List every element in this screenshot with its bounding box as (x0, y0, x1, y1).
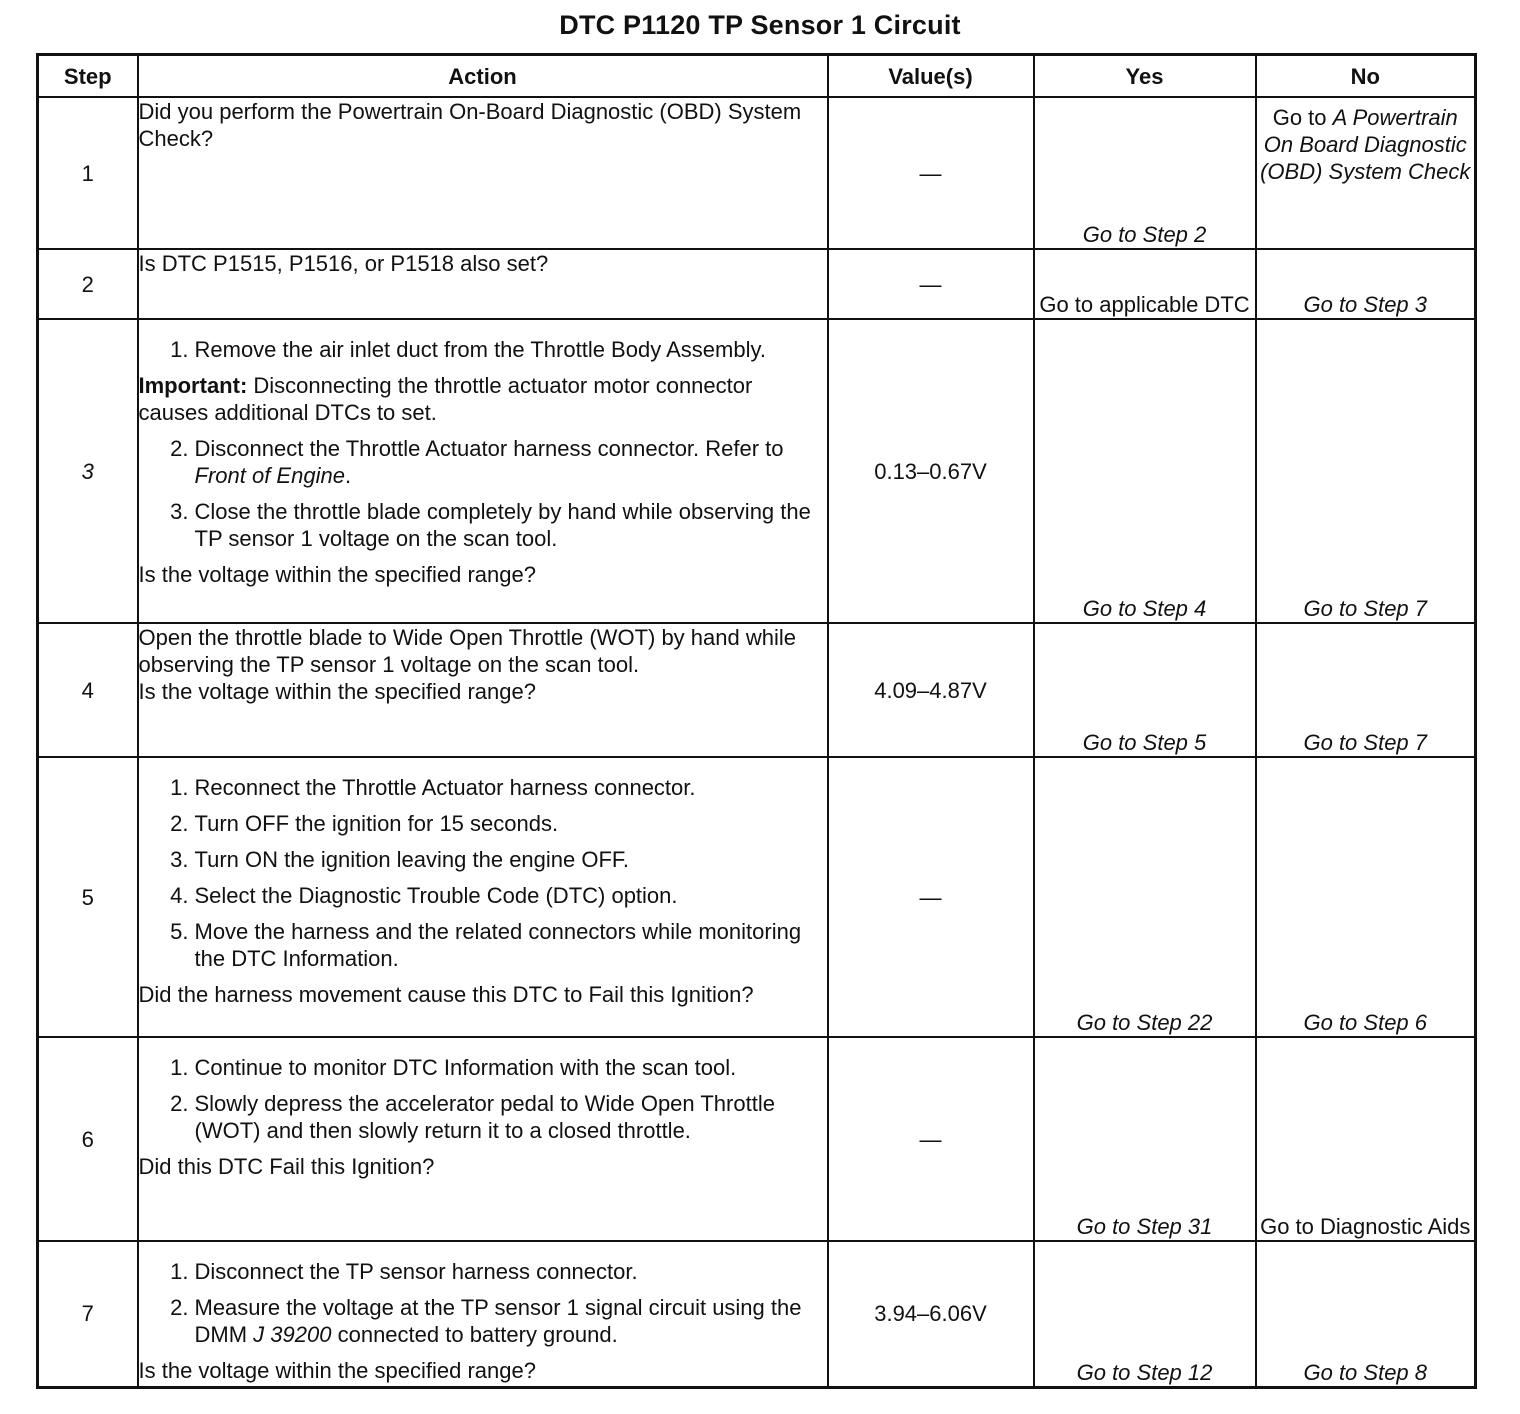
action-list (139, 774, 827, 972)
step-value: 3.94–6.06V (828, 1241, 1034, 1387)
action-question: Is the voltage within the specified range? (138, 1358, 536, 1383)
action-question: Is the voltage within the specified range? (138, 679, 536, 704)
no-outcome: Go to Step 8 (1256, 1241, 1476, 1387)
step-number: 3 (38, 319, 138, 623)
action-question: Did the harness movement cause this DTC to Fail this Ignition? (138, 982, 754, 1007)
no-outcome-reference: A Powertrain On Board Diagnostic (OBD) System Check (1260, 105, 1471, 184)
step-number: 6 (38, 1037, 138, 1241)
important-text: Disconnecting the throttle actuator motor connector causes additional DTCs to set. (138, 373, 753, 425)
table-row (38, 319, 1476, 623)
action-question: Is the voltage within the specified range? (138, 562, 536, 587)
table-row (38, 623, 1476, 757)
step-action (138, 757, 828, 1037)
column-header-no: No (1256, 55, 1476, 98)
yes-outcome: Go to Step 5 (1034, 623, 1256, 757)
reference-link[interactable]: Front of Engine (194, 463, 345, 488)
list-item: 2. Slowly depress the accelerator pedal to Wide Open Throttle (WOT) and then slowly return it to a closed throttle. (170, 1091, 775, 1143)
list-item: 3. Close the throttle blade completely by hand while observing the TP sensor 1 voltage on the scan tool. (170, 499, 811, 551)
list-item: 2. Disconnect the Throttle Actuator harness connector. Refer to Front of Engine. (170, 436, 784, 488)
step-number: 2 (38, 249, 138, 319)
list-item: 5. Move the harness and the related connectors while monitoring the DTC Information. (170, 919, 802, 971)
yes-outcome: Go to Step 2 (1034, 97, 1256, 249)
no-outcome: Go to Step 3 (1256, 249, 1476, 319)
no-outcome: Go to Step 7 (1256, 623, 1476, 757)
action-list (139, 336, 827, 363)
step-action (138, 249, 828, 319)
step-value: 4.09–4.87V (828, 623, 1034, 757)
no-outcome (1256, 97, 1476, 249)
important-note (139, 372, 827, 426)
no-outcome: Go to Step 6 (1256, 757, 1476, 1037)
list-item: 3. Turn ON the ignition leaving the engine OFF. (170, 847, 630, 872)
action-text: Open the throttle blade to Wide Open Throttle (WOT) by hand while observing the TP sensor 1 voltage on the scan tool. (138, 625, 796, 677)
step-number: 7 (38, 1241, 138, 1387)
table-header-row (38, 55, 1476, 98)
no-outcome-prefix: Go to (1272, 105, 1327, 130)
yes-outcome: Go to applicable DTC (1034, 249, 1256, 319)
column-header-action: Action (138, 55, 828, 98)
list-item: 4. Select the Diagnostic Trouble Code (DTC) option. (170, 883, 678, 908)
table-row (38, 1037, 1476, 1241)
table-row (38, 249, 1476, 319)
action-text: Is DTC P1515, P1516, or P1518 also set? (138, 251, 549, 276)
action-list (139, 1054, 827, 1144)
action-list (139, 1258, 827, 1348)
list-item: 2. Measure the voltage at the TP sensor 1 signal circuit using the DMM J 39200 connected to battery ground. (170, 1295, 802, 1347)
step-action (138, 623, 828, 757)
column-header-step: Step (38, 55, 138, 98)
step-number: 1 (38, 97, 138, 249)
step-number: 4 (38, 623, 138, 757)
column-header-values: Value(s) (828, 55, 1034, 98)
list-item: 1. Continue to monitor DTC Information with the scan tool. (170, 1055, 737, 1080)
tool-reference: J 39200 (253, 1322, 332, 1347)
yes-outcome: Go to Step 31 (1034, 1037, 1256, 1241)
table-row (38, 97, 1476, 249)
table-row (38, 1241, 1476, 1387)
list-item: 1. Disconnect the TP sensor harness connector. (170, 1259, 638, 1284)
step-value: — (828, 97, 1034, 249)
table-row (38, 757, 1476, 1037)
no-outcome: Go to Diagnostic Aids (1256, 1037, 1476, 1241)
action-list (139, 435, 827, 552)
important-label: Important: (138, 373, 248, 398)
list-item: 1. Remove the air inlet duct from the Throttle Body Assembly. (170, 337, 766, 362)
step-number: 5 (38, 757, 138, 1037)
step-action (138, 319, 828, 623)
step-action (138, 97, 828, 249)
no-outcome: Go to Step 7 (1256, 319, 1476, 623)
yes-outcome: Go to Step 4 (1034, 319, 1256, 623)
diagnostic-table (36, 53, 1477, 1389)
step-value: — (828, 1037, 1034, 1241)
step-value: — (828, 757, 1034, 1037)
list-item: 2. Turn OFF the ignition for 15 seconds. (170, 811, 559, 836)
step-value: — (828, 249, 1034, 319)
column-header-yes: Yes (1034, 55, 1256, 98)
step-action (138, 1037, 828, 1241)
action-text: Did you perform the Powertrain On-Board Diagnostic (OBD) System Check? (138, 99, 802, 151)
step-action (138, 1241, 828, 1387)
page-title: DTC P1120 TP Sensor 1 Circuit (559, 10, 961, 40)
step-value: 0.13–0.67V (828, 319, 1034, 623)
yes-outcome: Go to Step 12 (1034, 1241, 1256, 1387)
action-question: Did this DTC Fail this Ignition? (138, 1154, 435, 1179)
list-item: 1. Reconnect the Throttle Actuator harness connector. (170, 775, 696, 800)
yes-outcome: Go to Step 22 (1034, 757, 1256, 1037)
